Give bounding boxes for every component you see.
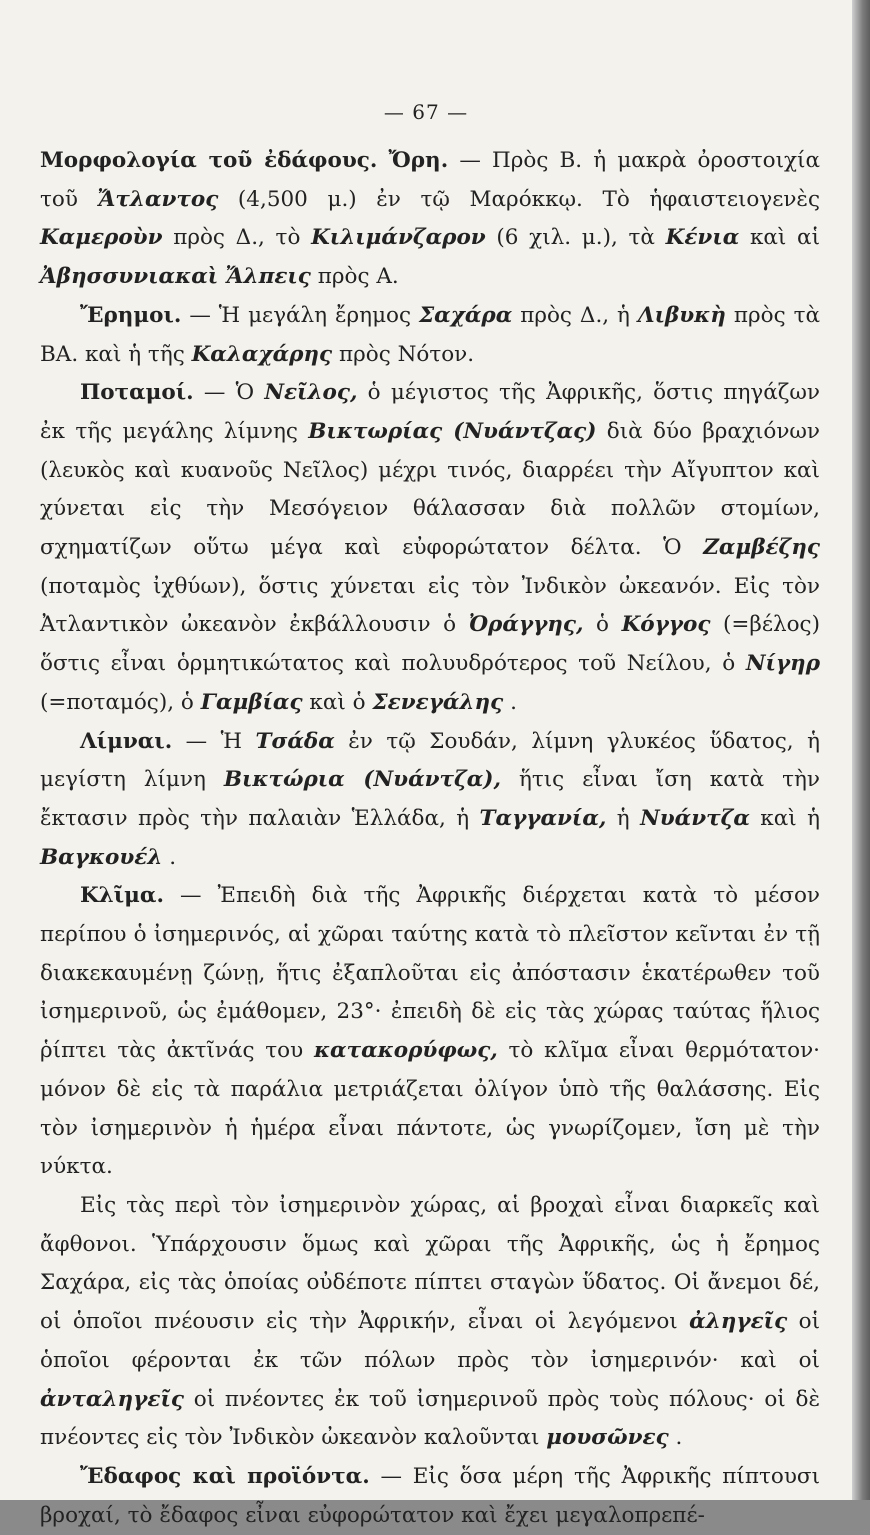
term-libyan: Λιβυκὴ xyxy=(637,302,726,328)
page-number: — 67 — xyxy=(383,100,469,124)
term-kilimanjaro: Κιλιμάνζαρον xyxy=(311,225,486,251)
section-deserts xyxy=(40,297,820,374)
text-mountains-5: καὶ αἱ xyxy=(749,225,820,251)
term-nyanza: Νυάντζα xyxy=(640,805,750,831)
text-climate-2: τὸ κλῖμα εἶναι θερμότατον· μόνον δὲ εἰς τὰ παράλια μετριάζεται ὀλίγον ὑπὸ τῆς θαλάσσης. Εἰς τὸν ἰσημερινὸν ἡ ἡμέρα εἶναι πάντοτε, ὡς γνωρίζομεν, ἴση μὲ τὴν νύκτα. xyxy=(40,1038,820,1180)
text-lakes-5: καὶ ἡ xyxy=(760,805,820,831)
term-atlas: Ἄτλαντος xyxy=(97,186,219,212)
text-mountains-4: (6 χιλ. μ.), τὰ xyxy=(496,225,655,251)
term-bangweulu: Βαγκουέλ xyxy=(40,844,163,870)
text-climate-1: — Ἐπειδὴ διὰ τῆς Ἀφρικῆς διέρχεται κατὰ τὸ μέσον περίπου ὁ ἰσημερινός, αἱ χῶραι ταύτης κατὰ τὸ πλεῖστον κεῖνται ἐν τῇ διακεκαυμένῃ ζώνῃ, ἥτις ἐξαπλοῦται εἰς ἀπόστασιν ἑκατέρωθεν τοῦ ἰσημερινοῦ, ὡς ἐμάθομεν, 23°· ἐπειδὴ δὲ εἰς τὰς χώρας ταύτας ἥλιος ῥίπτει τὰς ἀκτῖνάς του xyxy=(40,883,820,1064)
text-rivers-4: (ποταμὸς ἰχθύων), ὅστις χύνεται εἰς τὸν Ἰνδικὸν ὠκεανόν. Εἰς τὸν Ἀτλαντικὸν ὠκεανὸν ἐκβάλλουσιν ὁ xyxy=(40,573,820,638)
text-mountains-3: πρὸς Δ., τὸ xyxy=(173,225,301,251)
text-lakes-4: ἡ xyxy=(616,805,630,831)
term-tanganyika: Ταγγανία, xyxy=(479,805,607,831)
heading-morphology: Μορφολογία τοῦ ἐδάφους. xyxy=(40,148,378,173)
text-soil-1: — Εἰς ὅσα μέρη τῆς Ἀφρικῆς πίπτουσι βροχαί, τὸ ἔδαφος εἶναι εὐφορώτατον καὶ ἔχει μεγαλοπρεπέ- xyxy=(40,1463,820,1528)
term-monsoons: μουσῶνες xyxy=(546,1425,669,1451)
text-lakes-2: ἐν τῷ Σουδάν, λίμνη γλυκέος ὕδατος, ἡ μεγίστη λίμνη xyxy=(40,728,820,793)
heading-rivers: Ποταμοί. xyxy=(80,380,194,406)
page-text xyxy=(40,142,820,1535)
section-morphology xyxy=(40,142,820,297)
text-rivers-8: καὶ ὁ xyxy=(309,689,366,715)
term-kenya: Κένια xyxy=(665,225,740,251)
text-rains-2: οἱ ὁποῖοι φέρονται ἐκ τῶν πόλων πρὸς τὸν ἰσημερινόν· καὶ οἱ xyxy=(40,1309,820,1373)
text-deserts-1: — Ἡ μεγάλη ἔρημος xyxy=(189,302,412,328)
term-orange: Ὀράγγης, xyxy=(468,612,584,638)
term-nile: Νεῖλος, xyxy=(264,380,358,406)
text-mountains-6: πρὸς Α. xyxy=(317,264,399,290)
paragraph-rains xyxy=(40,1187,820,1458)
term-antalizes: ἀνταληγεῖς xyxy=(40,1386,184,1412)
term-cameroon: Καμεροὺν xyxy=(40,225,163,251)
heading-lakes: Λίμναι. xyxy=(80,728,173,754)
term-congo: Κόγγος xyxy=(621,612,711,638)
text-deserts-3: πρὸς τὰ ΒΑ. καὶ ἡ τῆς xyxy=(40,302,820,367)
text-rains-4: . xyxy=(675,1425,683,1451)
section-soil xyxy=(40,1458,820,1535)
page-edge xyxy=(852,0,870,1500)
section-rivers xyxy=(40,374,820,722)
term-senegal: Σενεγάλης xyxy=(372,689,504,715)
term-zambezi: Ζαμβέζης xyxy=(703,535,820,561)
text-lakes-6: . xyxy=(169,844,177,870)
term-victoria-nyanza: Βικτώρια (Νυάντζα), xyxy=(223,767,501,793)
term-alizes: ἀληγεῖς xyxy=(689,1309,788,1335)
term-sahara: Σαχάρα xyxy=(418,302,513,328)
term-gambia: Γαμβίας xyxy=(200,689,303,715)
heading-soil: Ἔδαφος καὶ προϊόντα. xyxy=(80,1463,370,1489)
term-kalahari: Καλαχάρης xyxy=(191,341,333,367)
heading-deserts: Ἔρημοι. xyxy=(80,302,182,328)
text-rains-1: Εἰς τὰς περὶ τὸν ἰσημερινὸν χώρας, αἱ βροχαὶ εἶναι διαρκεῖς καὶ ἄφθονοι. Ὑπάρχουσιν ὅμως καὶ χῶραι τῆς Ἀφρικῆς, ὡς ἡ ἔρημος Σαχάρα, εἰς τὰς ὁποίας οὐδέποτε πίπτει σταγὼν ὕδατος. Οἱ ἄνεμοι δέ, οἱ ὁποῖοι πνέουσιν εἰς τὴν Ἀφρικήν, εἶναι οἱ λεγόμενοι xyxy=(40,1192,820,1335)
heading-climate: Κλῖμα. xyxy=(80,883,164,909)
section-lakes xyxy=(40,723,820,878)
text-rivers-3: διὰ δύο βραχιόνων (λευκὸς καὶ κυανοῦς Νεῖλος) μέχρι τινός, διαρρέει τὴν Αἴγυπτον καὶ χύνεται εἰς τὴν Μεσόγειον θάλασσαν διὰ πολλῶν στομίων, σχηματίζων οὕτω μέγα καὶ εὐφορώτατον δέλτα. Ὁ xyxy=(40,418,821,561)
subheading-mountains: Ὄρη. xyxy=(388,148,449,173)
text-rivers-5: ὁ xyxy=(596,612,609,638)
section-climate xyxy=(40,877,820,1187)
term-victoria: Βικτωρίας (Νυάντζας) xyxy=(308,418,597,444)
term-vertically: κατακορύφως, xyxy=(313,1038,498,1064)
text-rains-3: οἱ πνέοντες ἐκ τοῦ ἰσημερινοῦ πρὸς τοὺς πόλους· οἱ δὲ πνέοντες εἰς τὸν Ἰνδικὸν ὠκεανὸν καλοῦνται xyxy=(40,1386,820,1451)
text-deserts-4: πρὸς Νότον. xyxy=(339,341,475,367)
term-abyssinian-alps: Ἀβησσυνιακαὶ Ἄλπεις xyxy=(40,264,311,290)
text-rivers-7: (=ποταμός), ὁ xyxy=(40,689,194,715)
text-lakes-3: ἥτις εἶναι ἴση κατὰ τὴν ἔκτασιν πρὸς τὴν παλαιὰν Ἑλλάδα, ἡ xyxy=(40,767,820,831)
term-niger: Νίγηρ xyxy=(745,651,820,677)
text-mountains-2: (4,500 μ.) ἐν τῷ Μαρόκκῳ. Τὸ ἡφαιστειογενὲς xyxy=(237,186,820,212)
text-rivers-2: ὁ μέγιστος τῆς Ἀφρικῆς, ὅστις πηγάζων ἐκ τῆς μεγάλης λίμνης xyxy=(40,380,820,444)
term-chad: Τσάδα xyxy=(255,728,335,754)
text-deserts-2: πρὸς Δ., ἡ xyxy=(520,302,630,328)
text-rivers-1: — Ὁ xyxy=(203,380,255,406)
text-lakes-1: — Ἡ xyxy=(185,728,242,754)
text-rivers-9: . xyxy=(510,689,517,715)
text-mountains-1: — Πρὸς Β. ἡ μακρὰ ὀροστοιχία τοῦ xyxy=(40,148,820,212)
text-rivers-6: (=βέλος) ὅστις εἶναι ὁρμητικώτατος καὶ πολυυδρότερος τοῦ Νείλου, ὁ xyxy=(40,612,820,677)
